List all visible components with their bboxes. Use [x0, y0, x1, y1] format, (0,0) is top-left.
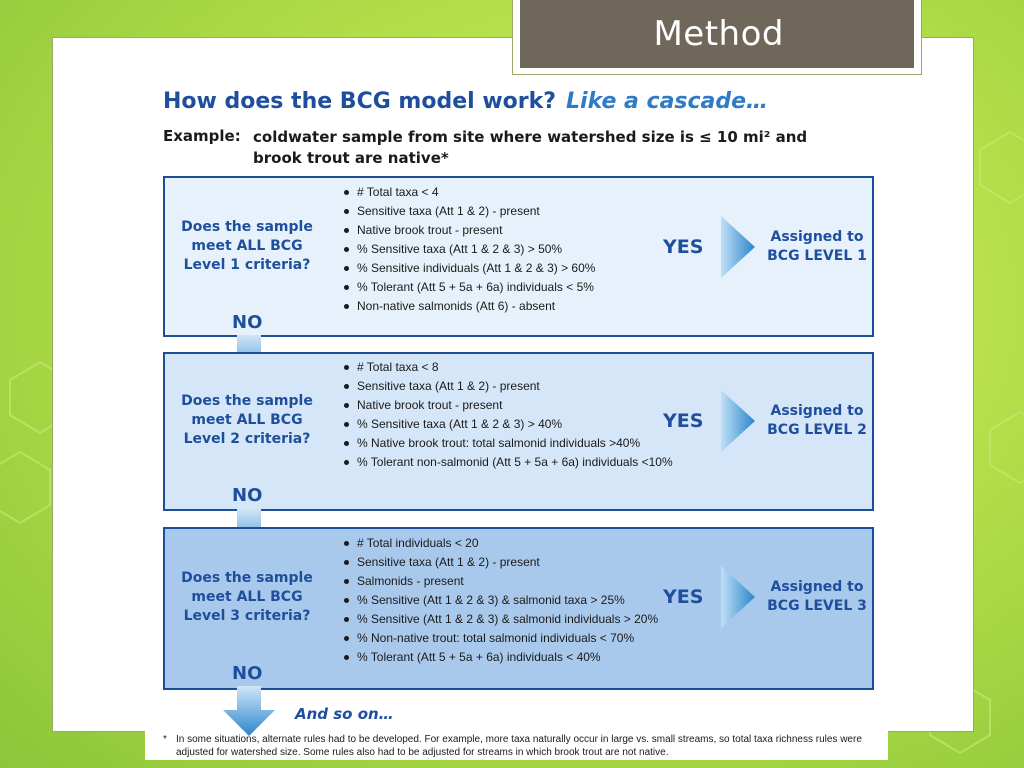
- heading-main: How does the BCG model work?: [163, 89, 557, 114]
- level-1-assignment: Assigned to BCG LEVEL 1: [767, 229, 867, 264]
- footnote-text: In some situations, alternate rules had to be developed. For example, more taxa naturally occur in large vs. small streams, so total taxa richness rules were adjusted for watershed size. Some rules also had to be adjusted for streams in which brook trout are not native.: [176, 734, 862, 758]
- criterion-item: Native brook trout - present: [343, 223, 673, 238]
- figure-heading: [163, 89, 768, 114]
- example-text: coldwater sample from site where watershed size is ≤ 10 mi² and brook trout are native*: [253, 128, 808, 167]
- level-3-box: [163, 527, 874, 690]
- level-2-criteria-list: [343, 360, 673, 474]
- criterion-item: % Tolerant (Att 5 + 5a + 6a) individuals < 5%: [343, 280, 673, 295]
- criterion-item: # Total taxa < 8: [343, 360, 673, 375]
- criterion-item: Sensitive taxa (Att 1 & 2) - present: [343, 379, 673, 394]
- level-1-yes-label: YES: [663, 236, 704, 258]
- level-1-no-label: NO: [232, 312, 263, 333]
- heading-emphasis: Like a cascade…: [566, 89, 769, 114]
- level-3-question: Does the sample meet ALL BCG Level 3 criteria?: [181, 570, 313, 624]
- level-1-question: Does the sample meet ALL BCG Level 1 criteria?: [181, 219, 313, 273]
- level-1-criteria-list: [343, 185, 673, 318]
- right-arrow-icon: [721, 566, 755, 628]
- example-label: Example:: [163, 127, 241, 145]
- level-2-box: [163, 352, 874, 511]
- slide-title: Method: [653, 14, 784, 54]
- criterion-item: Salmonids - present: [343, 574, 673, 589]
- criterion-item: # Total taxa < 4: [343, 185, 673, 200]
- footnote: [163, 733, 875, 759]
- title-tab: [512, 0, 922, 75]
- criterion-item: % Native brook trout: total salmonid individuals >40%: [343, 436, 673, 451]
- level-3-yes-label: YES: [663, 586, 704, 608]
- criterion-item: % Sensitive individuals (Att 1 & 2 & 3) > 60%: [343, 261, 673, 276]
- level-2-no-label: NO: [232, 485, 263, 506]
- criterion-item: % Tolerant (Att 5 + 5a + 6a) individuals < 40%: [343, 650, 673, 665]
- right-arrow-icon: [721, 216, 755, 278]
- criterion-item: % Sensitive (Att 1 & 2 & 3) & salmonid taxa > 25%: [343, 593, 673, 608]
- level-3-criteria-list: [343, 536, 673, 669]
- criterion-item: % Sensitive taxa (Att 1 & 2 & 3) > 40%: [343, 417, 673, 432]
- level-2-question: Does the sample meet ALL BCG Level 2 criteria?: [181, 393, 313, 447]
- and-so-on-label: And so on…: [295, 705, 394, 723]
- level-3-no-label: NO: [232, 663, 263, 684]
- criterion-item: # Total individuals < 20: [343, 536, 673, 551]
- level-3-assignment: Assigned to BCG LEVEL 3: [767, 579, 867, 614]
- level-2-assignment: Assigned to BCG LEVEL 2: [767, 403, 867, 438]
- right-arrow-icon: [721, 390, 755, 452]
- criterion-item: Non-native salmonids (Att 6) - absent: [343, 299, 673, 314]
- criterion-item: Native brook trout - present: [343, 398, 673, 413]
- level-1-box: [163, 176, 874, 337]
- criterion-item: Sensitive taxa (Att 1 & 2) - present: [343, 204, 673, 219]
- title-bar: [520, 0, 914, 68]
- criterion-item: % Non-native trout: total salmonid individuals < 70%: [343, 631, 673, 646]
- down-arrow-icon: [223, 686, 275, 736]
- criterion-item: % Tolerant non-salmonid (Att 5 + 5a + 6a) individuals <10%: [343, 455, 673, 470]
- criterion-item: Sensitive taxa (Att 1 & 2) - present: [343, 555, 673, 570]
- level-2-yes-label: YES: [663, 410, 704, 432]
- criterion-item: % Sensitive (Att 1 & 2 & 3) & salmonid individuals > 20%: [343, 612, 673, 627]
- footnote-marker: *: [163, 734, 167, 745]
- bcg-figure: [145, 85, 888, 760]
- criterion-item: % Sensitive taxa (Att 1 & 2 & 3) > 50%: [343, 242, 673, 257]
